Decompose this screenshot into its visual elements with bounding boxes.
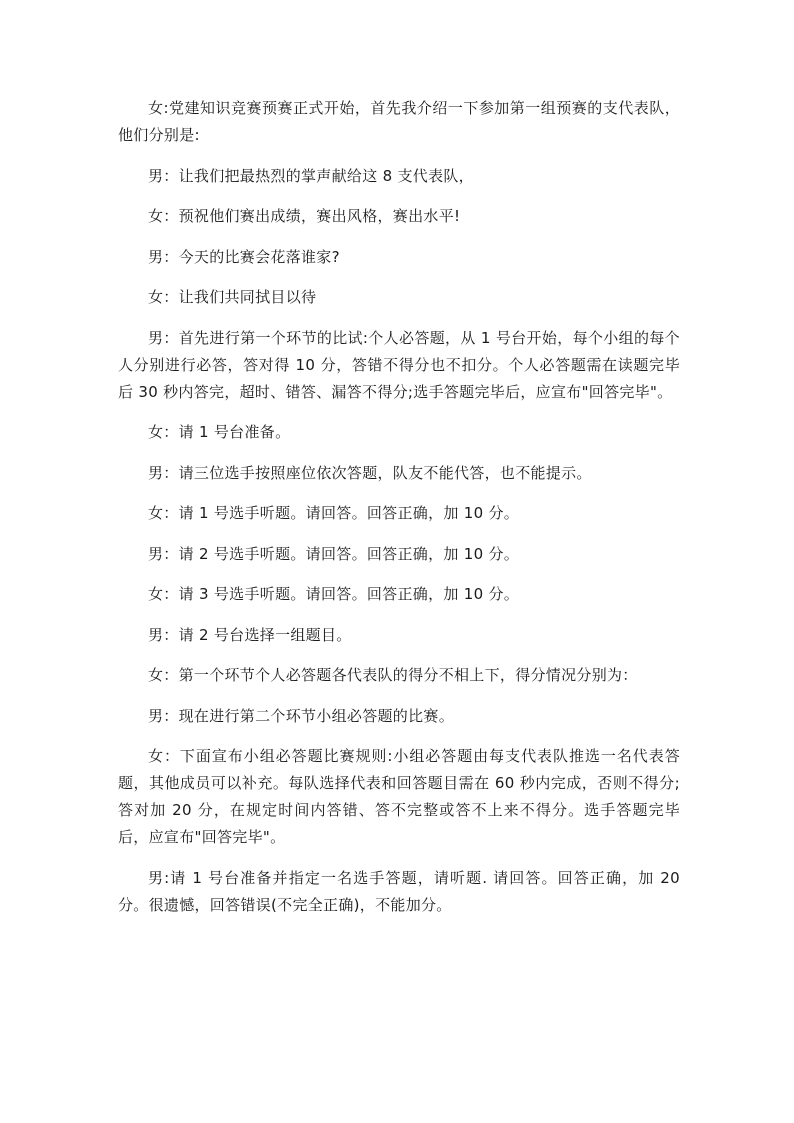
paragraph: 男：今天的比赛会花落谁家? [148, 247, 340, 266]
paragraph: 女：让我们共同拭目以待 [148, 288, 317, 306]
paragraph: 女:党建知识竞赛预赛正式开始，首先我介绍一下参加第一组预赛的支代表队，他们分别是: [118, 99, 680, 144]
document-body [118, 95, 680, 932]
paragraph: 男：让我们把最热烈的掌声献给这 8 支代表队， [148, 166, 474, 185]
paragraph: 男：现在进行第二个环节小组必答题的比赛。 [148, 706, 455, 725]
paragraph: 男：请三位选手按照座位依次答题，队友不能代答，也不能提示。 [148, 463, 592, 482]
paragraph: 女：预祝他们赛出成绩，赛出风格，赛出水平! [148, 207, 461, 225]
paragraph: 男：请 2 号台选择一组题目。 [148, 625, 352, 644]
paragraph: 女：下面宣布小组必答题比赛规则:小组必答题由每支代表队推选一名代表答题，其他成员可以补充。每队选择代表和回答题目需在 60 秒内完成，否则不得分;答对加 20 分，在规定时间内答错、答不完整或答不上来不得分。选手答题完毕后，应宣布"回答完毕"。 [118, 747, 680, 846]
paragraph: 男：首先进行第一个环节的比试:个人必答题，从 1 号台开始，每个小组的每个人分别进行必答，答对得 10 分，答错不得分也不扣分。个人必答题需在读题完毕后 30 秒内答完，超时、错答、漏答不得分;选手答题完毕后，应宣布"回答完毕"。 [118, 328, 680, 401]
paragraph: 男：请 2 号选手听题。请回答。回答正确，加 10 分。 [148, 544, 520, 563]
paragraph: 女：请 3 号选手听题。请回答。回答正确，加 10 分。 [148, 585, 520, 603]
paragraph: 女：第一个环节个人必答题各代表队的得分不相上下，得分情况分别为： [148, 666, 638, 684]
paragraph: 女：请 1 号台准备。 [148, 423, 291, 441]
paragraph: 男:请 1 号台准备并指定一名选手答题，请听题. 请回答。回答正确，加 20 分。很遗憾，回答错误(不完全正确)，不能加分。 [118, 868, 680, 914]
paragraph: 女：请 1 号选手听题。请回答。回答正确，加 10 分。 [148, 504, 520, 522]
